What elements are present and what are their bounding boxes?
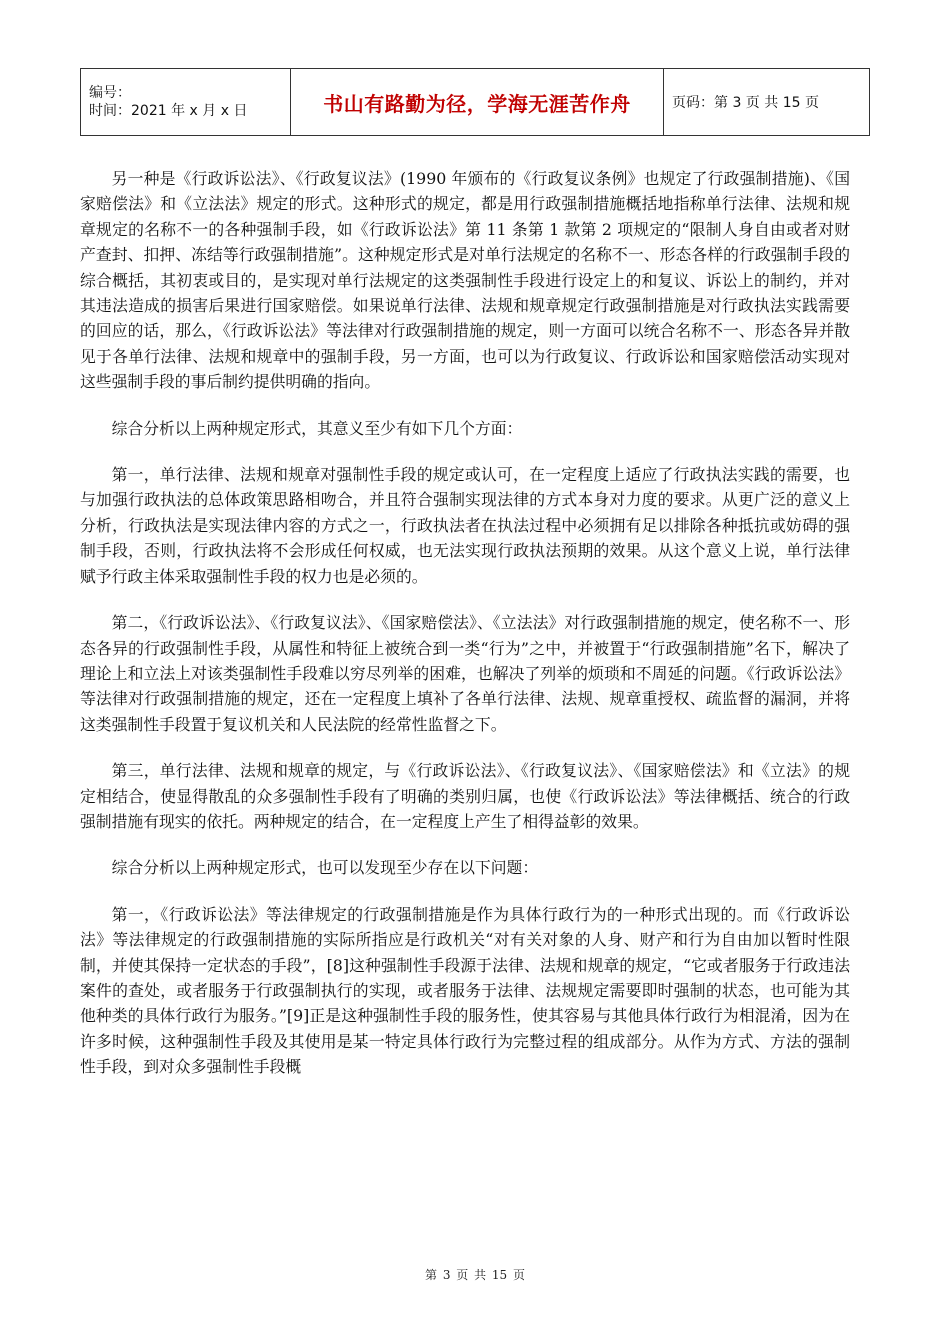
page-footer: 第 3 页 共 15 页	[425, 1268, 525, 1282]
paragraph: 第二，《行政诉讼法》、《行政复议法》、《国家赔偿法》、《立法法》对行政强制措施的规定，使名称不一、形态各异的行政强制性手段，从属性和特征上被统合到一类“行为”之中，并被置于“行政强制措施”名下，解决了理论上和立法上对该类强制性手段难以穷尽列举的困难，也解决了列举的烦琐和不周延的问题。《行政诉讼法》等法律对行政强制措施的规定，还在一定程度上填补了各单行法律、法规、规章重授权、疏监督的漏洞，并将这类强制性手段置于复议机关和人民法院的经常性监督之下。	[80, 613, 850, 734]
paragraph: 第三，单行法律、法规和规章的规定，与《行政诉讼法》、《行政复议法》、《国家赔偿法》和《立法》的规定相结合，使显得散乱的众多强制性手段有了明确的类别归属，也使《行政诉讼法》等法律概括、统合的行政强制措施有现实的依托。两种规定的结合，在一定程度上产生了相得益彰的效果。	[80, 761, 850, 831]
header-meta-cell	[81, 69, 291, 136]
paragraph: 第一，《行政诉讼法》等法律规定的行政强制措施是作为具体行政行为的一种形式出现的。而《行政诉讼法》等法律规定的行政强制措施的实际所指应是行政机关“对有关对象的人身、财产和行为自由加以暂时性限制，并使其保持一定状态的手段”，[8]这种强制性手段源于法律、法规和规章的规定，“它或者服务于行政违法案件的查处，或者服务于行政强制执行的实现，或者服务于法律、法规规定需要即时强制的状态，也可能为其他种类的具体行政行为服务。”[9]正是这种强制性手段的服务性，使其容易与其他具体行政行为相混淆，因为在许多时候，这种强制性手段及其使用是某一特定具体行政行为完整过程的组成部分。从作为方式、方法的强制性手段，到对众多强制性手段概	[80, 904, 850, 1077]
paragraph: 另一种是《行政诉讼法》、《行政复议法》(1990 年颁布的《行政复议条例》也规定了行政强制措施)、《国家赔偿法》和《立法法》规定的形式。这种形式的规定，都是用行政强制措施概括地指称单行法律、法规和规章规定的名称不一的各种强制手段，如《行政诉讼法》第 11 条第 1 款第 2 项规定的“限制人身自由或者对财产查封、扣押、冻结等行政强制措施”。这种规定形式是对单行法规定的名称不一、形态各样的行政强制手段的综合概括，其初衷或目的，是实现对单行法规定的这类强制性手段进行设定上的和复议、诉讼上的制约，并对其违法造成的损害后果进行国家赔偿。如果说单行法律、法规和规章规定行政强制措施是对行政执法实践需要的回应的话，那么，《行政诉讼法》等法律对行政强制措施的规定，则一方面可以统合名称不一、形态各异并散见于各单行法律、法规和规章中的强制手段，另一方面，也可以为行政复议、行政诉讼和国家赔偿活动实现对这些强制手段的事后制约提供明确的指向。	[80, 169, 850, 392]
header-page-info: 页码：第 3 页 共 15 页	[664, 69, 870, 136]
paragraph: 综合分析以上两种规定形式，其意义至少有如下几个方面：	[111, 418, 523, 438]
document-body	[80, 166, 850, 1101]
document-header	[80, 68, 870, 136]
document-number-label: 编号：	[89, 85, 131, 101]
paragraph: 第一，单行法律、法规和规章对强制性手段的规定或认可，在一定程度上适应了行政执法实践的需要，也与加强行政执法的总体政策思路相吻合，并且符合强制实现法律的方式本身对力度的要求。从更广泛的意义上分析，行政执法是实现法律内容的方式之一，行政执法者在执法过程中必须拥有足以排除各种抵抗或妨碍的强制手段，否则，行政执法将不会形成任何权威，也无法实现行政执法预期的效果。从这个意义上说，单行法律赋予行政主体采取强制性手段的权力也是必须的。	[80, 465, 850, 586]
header-motto: 书山有路勤为径，学海无涯苦作舟	[291, 69, 664, 136]
paragraph: 综合分析以上两种规定形式，也可以发现至少存在以下问题：	[111, 858, 539, 878]
document-date-label: 时间：2021 年 x 月 x 日	[89, 103, 248, 119]
